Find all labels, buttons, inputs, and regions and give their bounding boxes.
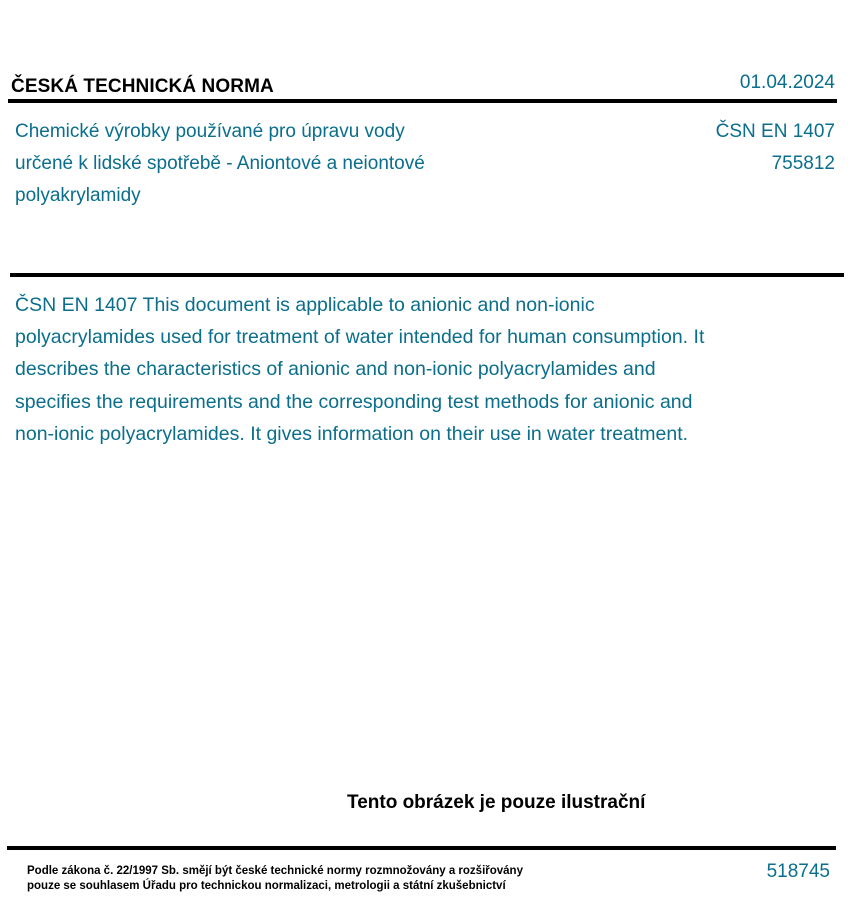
header-date: 01.04.2024 xyxy=(739,72,835,93)
catalog-number: 518745 xyxy=(766,861,830,882)
document-title: Chemické výrobky používané pro úpravu vody určené k lidské spotřebě - Aniontové a neiontové polyakrylamidy xyxy=(15,121,425,206)
legal-line-1: Podle zákona č. 22/1997 Sb. smějí být české technické normy rozmnožovány a rozšiřovány xyxy=(27,865,523,877)
abstract-text: ČSN EN 1407 This document is applicable to anionic and non-ionic polyacrylamides used for treatment of water intended for human consumption. It describes the characteristics of anionic and non-ionic polyacrylamides and specifies the requirements and the corresponding test methods for anionic and non-ionic polyacrylamides. It gives information on their use in water treatment. xyxy=(15,294,705,445)
document-code-block xyxy=(716,116,835,180)
legal-line-2: pouze se souhlasem Úřadu pro technickou normalizaci, metrologii a státní zkušebnictví xyxy=(27,880,506,892)
middle-divider xyxy=(10,273,844,277)
standard-code: ČSN EN 1407 xyxy=(715,121,835,142)
class-number: 755812 xyxy=(771,153,835,174)
header-title: ČESKÁ TECHNICKÁ NORMA xyxy=(11,76,274,97)
bottom-divider xyxy=(7,846,836,850)
top-divider xyxy=(8,99,837,103)
legal-notice xyxy=(27,864,523,894)
illustration-note: Tento obrázek je pouze ilustrační xyxy=(347,792,646,813)
